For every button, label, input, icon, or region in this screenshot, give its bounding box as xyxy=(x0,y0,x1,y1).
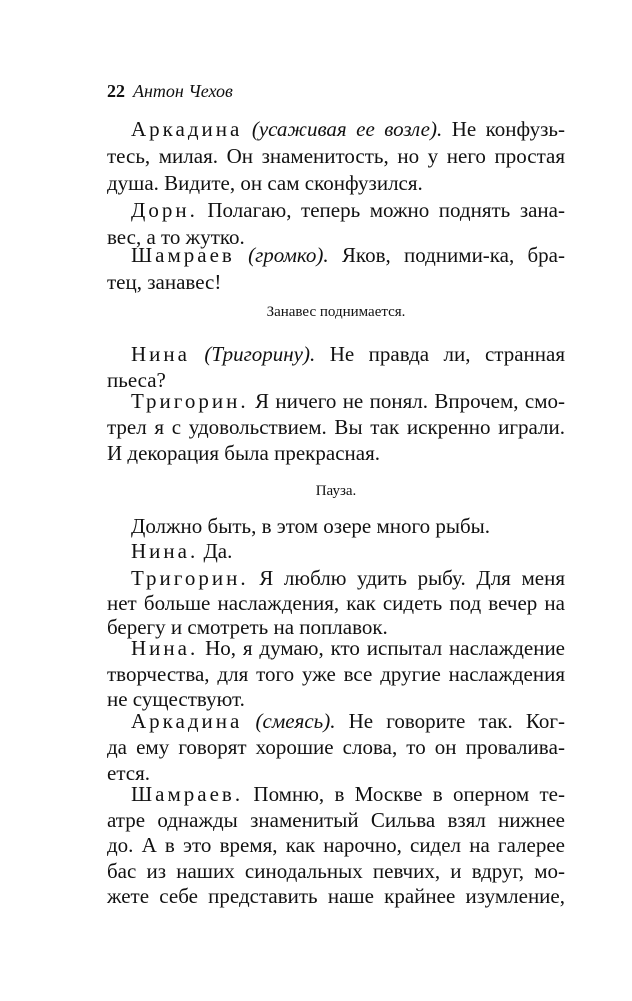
text-line: ется. xyxy=(107,761,150,785)
text-line: бас из наших синодальных певчих, и вдруг, мо- xyxy=(107,859,565,883)
text-line: И декорация была прекрасная. xyxy=(107,441,380,465)
text-line: берегу и смотреть на поплавок. xyxy=(107,615,388,639)
text-line: тесь, милая. Он знаменитость, но у него простая xyxy=(107,144,565,168)
stage-remark: (Тригорину). xyxy=(204,342,316,366)
text-line: вес, а то жутко. xyxy=(107,225,245,249)
text-line: не существуют. xyxy=(107,687,245,711)
text-line: творчества, для того уже все другие наслаждения xyxy=(107,662,565,686)
page-number: 22 xyxy=(107,81,125,101)
text-line: до. А в это время, как нарочно, сидел на галерее xyxy=(107,833,565,857)
text-line: Шамраев. Помню, в Москве в оперном те- xyxy=(131,782,565,806)
speaker-name: Шамраев. xyxy=(131,782,244,806)
speaker-name: Дорн. xyxy=(131,198,198,222)
speaker-name: Нина. xyxy=(131,539,199,563)
speaker-name: Аркадина xyxy=(131,709,243,733)
speaker-name: Нина xyxy=(131,342,190,366)
text-line: да ему говорят хорошие слова, то он проваливa- xyxy=(107,735,565,759)
stage-direction: Пауза. xyxy=(315,483,357,499)
speaker-name: Аркадина xyxy=(131,117,243,141)
text-line: пьеса? xyxy=(107,368,166,392)
speaker-name: Тригорин. xyxy=(131,566,249,590)
text-line: Нина. Но, я думаю, кто испытал наслаждение xyxy=(131,636,565,660)
text-line: душа. Видите, он сам сконфузился. xyxy=(107,171,423,195)
text-line: Тригорин. Я люблю удить рыбу. Для меня xyxy=(131,566,565,590)
stage-remark: (громко). xyxy=(248,243,329,267)
text-line: Тригорин. Я ничего не понял. Впрочем, смо- xyxy=(131,389,565,413)
text-line: Нина (Тригорину). Не правда ли, странная xyxy=(131,342,565,366)
text-line: Дорн. Полагаю, теперь можно поднять зана- xyxy=(131,198,565,222)
text-line: Шамраев (громко). Яков, подними-ка, бра- xyxy=(131,243,565,267)
text-line: трел я с удовольствием. Вы так искренно играли. xyxy=(107,415,565,439)
speaker-name: Нина. xyxy=(131,636,199,660)
text-line: тец, занавес! xyxy=(107,270,222,294)
text-line: нет больше наслаждения, как сидеть под вечер на xyxy=(107,591,565,615)
text-line: Аркадина (смеясь). Не говорите так. Ког- xyxy=(131,709,565,733)
stage-remark: (усаживая ее возле). xyxy=(251,117,443,141)
stage-direction: Занавес поднимается. xyxy=(266,304,406,320)
text-line: Аркадина (усаживая ее возле). Не конфузь- xyxy=(131,117,565,141)
running-head-author: Антон Чехов xyxy=(133,81,233,101)
text-line: Должно быть, в этом озере много рыбы. xyxy=(131,514,490,538)
text-line: Нина. Да. xyxy=(131,539,233,563)
text-line: атре однажды знаменитый Сильва взял нижнее xyxy=(107,808,565,832)
speaker-name: Тригорин. xyxy=(131,389,249,413)
speaker-name: Шамраев xyxy=(131,243,235,267)
running-header xyxy=(107,80,233,102)
stage-remark: (смеясь). xyxy=(255,709,336,733)
text-line: жете себе представить наше крайнее изумление, xyxy=(107,884,565,908)
